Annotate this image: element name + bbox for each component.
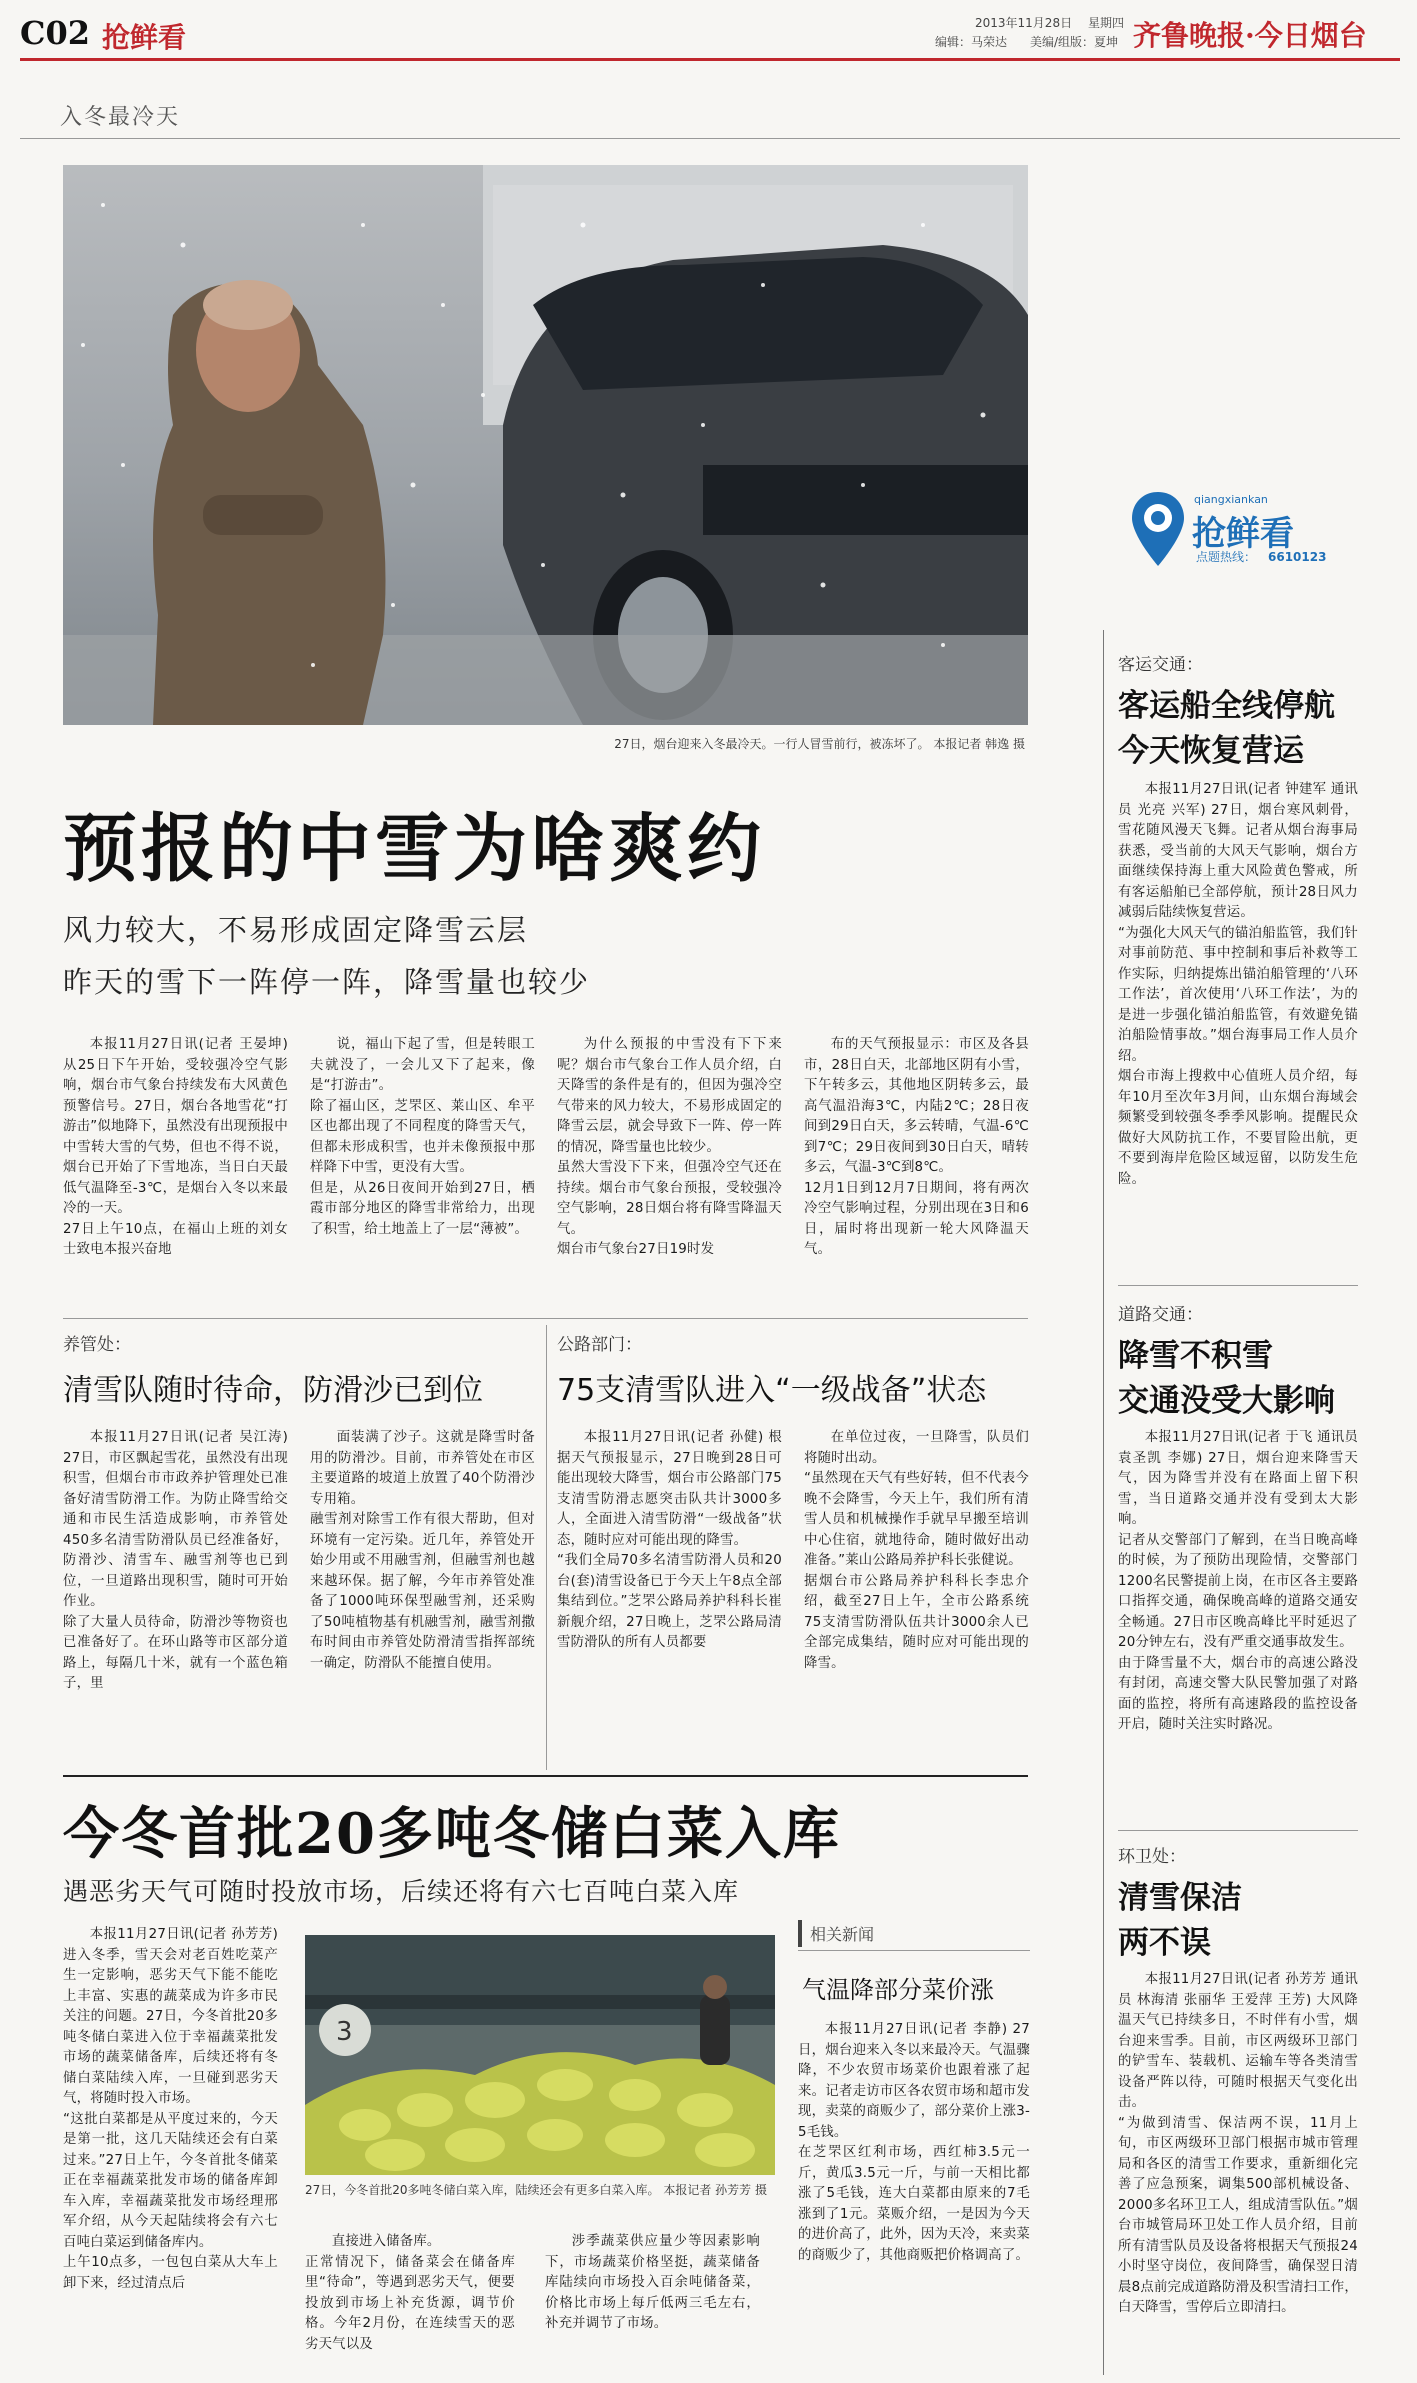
yangguan-col2: 面装满了沙子。这就是降雪时备用的防滑沙。目前，市养管处在市区主要道路的坡道上放置了40个防滑沙专用箱。 融雪剂对除雪工作有很大帮助，但对环境有一定污染。近几年，养管处开始少用或不用融雪剂，但融雪剂也越来越环保。据了解，今年市养管处准备了1000吨环保型融雪剂，还采购了50吨植物基有机融雪剂，融雪剂撒布时间由市养管处防滑清雪指挥部统一确定，防滑队不能擅自使用。 [310, 1430, 535, 1671]
newspaper-brand: 齐鲁晚报·今日烟台 [1133, 19, 1367, 52]
gonglu-headline: 75支清雪队进入“一级战备”状态 [557, 1373, 987, 1408]
related-news-body: 本报11月27日讯(记者 李静) 27日，烟台迎来入冬以来最冷天。气温骤降，不少农贸市场菜价也跟着涨了起来。记者走访市区各农贸市场和超市发现，卖菜的商贩少了，部分菜价上涨3-5毛钱。 在芝罘区红利市场，西红柿3.5元一斤，黄瓜3.5元一斤，与前一天相比都涨了5毛钱，连大白菜都由原来的7毛涨到了1元。菜贩介绍，一是因为今天的进价高了，此外，因为天冷，来卖菜的商贩少了，其他商贩把价格调高了。 [798, 2022, 1030, 2263]
main-story-col2: 说，福山下起了雪，但是转眼工夫就没了，一会儿又下了起来，像是“打游击”。 除了福山区，芝罘区、莱山区、牟平区也都出现了不同程度的降雪天气，但都未形成积雪，也并未像预报中那样降下中雪，更没有大雪。 但是，从26日夜间开始到27日，栖霞市部分地区的降雪非常给力，出现了积雪，给土地盖上了一层“薄被”。 [310, 1037, 535, 1237]
related-news-headline: 气温降部分菜价涨 [802, 1976, 994, 2004]
sidebar-s2-headline-1: 降雪不积雪 [1118, 1338, 1273, 1374]
divider-cabbage [63, 1775, 1028, 1777]
sidebar-s2-headline-2: 交通没受大影响 [1118, 1383, 1335, 1419]
cabbage-headline: 今冬首批20多吨冬储白菜入库 [63, 1801, 841, 1867]
sidebar-rule-2 [1118, 1830, 1358, 1831]
logo-hotline-number: 6610123 [1268, 550, 1327, 564]
sidebar-s3-body: 本报11月27日讯(记者 孙芳芳 通讯员 林海清 张丽华 王爱萍 王芳) 大风降温天气已持续多日，不时伴有小雪，烟台迎来雪季。目前，市区两级环卫部门的铲雪车、装载机、运输车等各类清雪设备严阵以待，可随时根据天气变化出击。 “为做到清雪、保洁两不误，11月上旬，市区两级环卫部门根据市城市管理局和各区的清雪工作要求，重新细化完善了应急预案，调集500部机械设备、2000多名环卫工人，组成清雪队伍。”烟台市城管局环卫处工作人员介绍，目前所有清雪队员及设备将根据天气预报24小时坚守岗位，夜间降雪，确保翌日清晨8点前完成道路防滑及积雪清扫工作，白天降雪，雪停后立即清扫。 [1118, 1972, 1358, 2315]
yangguan-col1: 本报11月27日讯(记者 吴江涛) 27日，市区飘起雪花，虽然没有出现积雪，但烟台市市政养护管理处已准备好清雪防滑工作。为防止降雪给交通和市民生活造成影响，市养管处450多名清雪防滑队员已经准备好，防滑沙、清雪车、融雪剂等也已到位，一旦道路出现积雪，随时可开始作业。 除了大量人员待命，防滑沙等物资也已准备好了。在环山路等市区部分道路上，每隔几十米，就有一个蓝色箱子，里 [63, 1430, 288, 1691]
sidebar-s3-headline-2: 两不误 [1118, 1925, 1211, 1961]
sidebar-s3-headline-1: 清雪保洁 [1118, 1880, 1242, 1916]
sidebar-s1-headline-1: 客运船全线停航 [1118, 688, 1335, 724]
yangguan-headline: 清雪队随时待命，防滑沙已到位 [63, 1373, 483, 1408]
section-label-rule [20, 138, 1400, 139]
main-story-col1: 本报11月27日讯(记者 王晏坤) 从25日下午开始，受较强冷空气影响，烟台市气象台持续发布大风黄色预警信号。27日，烟台各地雪花“打游击”似地降下，虽然没有出现预报中中雪转大雪的气势，但也不得不说，烟台已开始了下雪地冻，当日白天最低气温降至-3℃，是烟台入冬以来最冷的一天。 27日上午10点，在福山上班的刘女士致电本报兴奋地 [63, 1037, 288, 1257]
divider-middle [63, 1318, 1028, 1319]
related-news-box [798, 1920, 1030, 2370]
snow-scene-illustration [63, 165, 1028, 725]
related-news-label: 相关新闻 [798, 1920, 882, 1947]
sidebar-s2-body: 本报11月27日讯(记者 于飞 通讯员 袁圣凯 李娜) 27日，烟台迎来降雪天气，因为降雪并没有在路面上留下积雪，当日道路交通并没有受到太大影响。 记者从交警部门了解到，在当日晚高峰的时候，为了预防出现险情，交警部门1200名民警提前上岗，在市区各主要路口指挥交通，确保晚高峰的道路交通安全畅通。27日市区晚高峰比平时延迟了20分钟左右，没有严重交通事故发生。 由于降雪量不大，烟台市的高速公路没有封闭，高速交警大队民警加强了对路面的监控，将所有高速路段的监控设备开启，随时关注实时路况。 [1118, 1430, 1358, 1732]
cabbage-subhead: 遇恶劣天气可随时投放市场，后续还将有六七百吨白菜入库 [63, 1877, 740, 1906]
issue-weekday: 星期四 [1088, 16, 1125, 30]
cabbage-col1: 本报11月27日讯(记者 孙芳芳) 进入冬季，雪天会对老百姓吃菜产生一定影响，恶劣天气下能不能吃上丰富、实惠的蔬菜成为许多市民关注的问题。27日，今冬首批20多吨冬储白菜进入位于幸福蔬菜批发市场的蔬菜储备库，后续还将有冬储白菜陆续入库，一旦碰到恶劣天气，将随时投入市场。 “这批白菜都是从平度过来的，今天是第一批，这几天陆续还会有白菜过来。”27日上午，今冬首批冬储菜正在幸福蔬菜批发市场的储备库卸车入库，幸福蔬菜批发市场经理邢军介绍，从今天起陆续将会有六七百吨白菜运到储备库内。 上午10点多，一包包白菜从大车上卸下来，经过清点后 [63, 1927, 278, 2291]
cabbage-photo-caption: 27日，今冬首批20多吨冬储白菜入库，陆续还会有更多白菜入库。 本报记者 孙芳芳 摄 [305, 2183, 767, 2197]
sidebar-s1-body: 本报11月27日讯(记者 钟建军 通讯员 光亮 兴军) 27日，烟台寒风刺骨，雪花随风漫天飞舞。记者从烟台海事局获悉，受当前的大风天气影响，烟台方面继续保持海上重大风险黄色警戒，所有客运船舶已全部停航，预计28日风力减弱后陆续恢复营运。 “为强化大风天气的锚泊船监管，我们针对事前防范、事中控制和事后补救等工作实际，归纳提炼出锚泊船管理的‘八环工作法’，首次使用‘八环工作法’，为的是进一步强化锚泊船监管，有效避免锚泊船险情事故。”烟台海事局工作人员介绍。 烟台市海上搜救中心值班人员介绍，每年10月至次年3月间，山东烟台海域会频繁受到较强冬季季风影响。提醒民众做好大风防抗工作，不要冒险出航，更不要到海岸危险区域逗留，以防发生危险。 [1118, 782, 1358, 1187]
sidebar-s3-kicker: 环卫处： [1118, 1847, 1186, 1867]
yangguan-kicker: 养管处： [63, 1335, 131, 1355]
designer-credit: 美编/组版：夏坤 [1030, 35, 1119, 49]
gonglu-col2: 在单位过夜，一旦降雪，队员们将随时出动。 “虽然现在天气有些好转，但不代表今晚不会降雪，今天上午，我们所有清雪人员和机械操作手就早早搬至培训中心住宿，就地待命，随时做好出动准备。”莱山公路局养护科长张健说。 据烟台市公路局养护科科长李忠介绍，截至27日上午，全市公路系统75支清雪防滑队伍共计3000余人已全部完成集结，随时应对可能出现的降雪。 [804, 1430, 1029, 1671]
sidebar-s2-kicker: 道路交通： [1118, 1305, 1203, 1325]
issue-date: 2013年11月28日 [975, 16, 1073, 30]
main-photo-caption: 27日，烟台迎来入冬最冷天。一行人冒雪前行，被冻坏了。 本报记者 韩逸 摄 [614, 737, 1025, 751]
sidebar-s1-kicker: 客运交通： [1118, 655, 1203, 675]
main-story-col4: 布的天气预报显示：市区及各县市，28日白天，北部地区阴有小雪，下午转多云，其他地区阴转多云，最高气温沿海3℃，内陆2℃；28日夜间到29日白天，多云转晴，气温-6℃到7℃；29日夜间到30日白天，晴转多云，气温-3℃到8℃。 12月1日到12月7日期间，将有两次冷空气影响过程，分别出现在3日和6日，届时将出现新一轮大风降温天气。 [804, 1037, 1029, 1257]
cabbage-photo [305, 1935, 775, 2175]
logo-hotline-label: 点题热线： [1196, 550, 1257, 564]
gonglu-col1: 本报11月27日讯(记者 孙健) 根据天气预报显示，27日晚到28日可能出现较大降雪，烟台市公路部门75支清雪防滑志愿突击队共计3000多人，全面进入清雪防滑“一级战备”状态，随时应对可能出现的降雪。 “我们全局70多名清雪防滑人员和20台(套)清雪设备已于今天上午8点全部集结到位。”芝罘公路局养护科科长崔新舰介绍，27日晚上，芝罘公路局清雪防滑队的所有人员都要 [557, 1430, 782, 1650]
svg-text:3: 3 [336, 2017, 353, 2047]
main-subhead-2: 昨天的雪下一阵停一阵，降雪量也较少 [63, 965, 591, 999]
main-headline: 预报的中雪为啥爽约 [63, 806, 765, 892]
sidebar-s1-headline-2: 今天恢复营运 [1118, 733, 1304, 769]
logo-pinyin: qiangxiankan [1194, 493, 1268, 506]
logo-name: 抢鲜看 [1192, 514, 1294, 554]
map-pin-icon [1128, 490, 1188, 568]
qiangxiankan-logo [1128, 490, 1378, 572]
page-code: C02 [20, 14, 90, 52]
sidebar-divider [1103, 630, 1104, 2375]
cabbage-col2: 直接进入储备库。 正常情况下，储备菜会在储备库里“待命”，等遇到恶劣天气，便要投放到市场上补充货源，调节价格。今年2月份，在连续雪天的恶劣天气以及 [305, 2234, 515, 2352]
main-subhead-1: 风力较大，不易形成固定降雪云层 [63, 913, 529, 947]
masthead-rule [20, 58, 1400, 61]
section-name: 抢鲜看 [102, 21, 187, 54]
section-label: 入冬最冷天 [60, 105, 181, 130]
gonglu-kicker: 公路部门： [557, 1335, 642, 1355]
main-story-col3: 为什么预报的中雪没有下下来呢？烟台市气象台工作人员介绍，白天降雪的条件是有的，但因为强冷空气带来的风力较大，不易形成固定的降雪云层，就会导致下一阵、停一阵的情况，降雪量也比较少。 虽然大雪没下下来，但强冷空气还在持续。烟台市气象台预报，受较强冷空气影响，28日烟台将有降雪降温天气。 烟台市气象台27日19时发 [557, 1037, 782, 1257]
sidebar-rule-1 [1118, 1285, 1358, 1286]
related-news-rule [798, 1950, 1030, 1951]
masthead [0, 0, 1417, 60]
divider-vertical-mid [546, 1325, 547, 1770]
editor-credit: 编辑：马荣达 [935, 35, 1008, 49]
cabbage-col3: 涉季蔬菜供应量少等因素影响下，市场蔬菜价格坚挺，蔬菜储备库陆续向市场投入百余吨储备菜，价格比市场上每斤低两三毛左右，补充并调节了市场。 [545, 2234, 760, 2331]
main-photo [63, 165, 1028, 725]
cabbage-warehouse-illustration [305, 1935, 775, 2175]
